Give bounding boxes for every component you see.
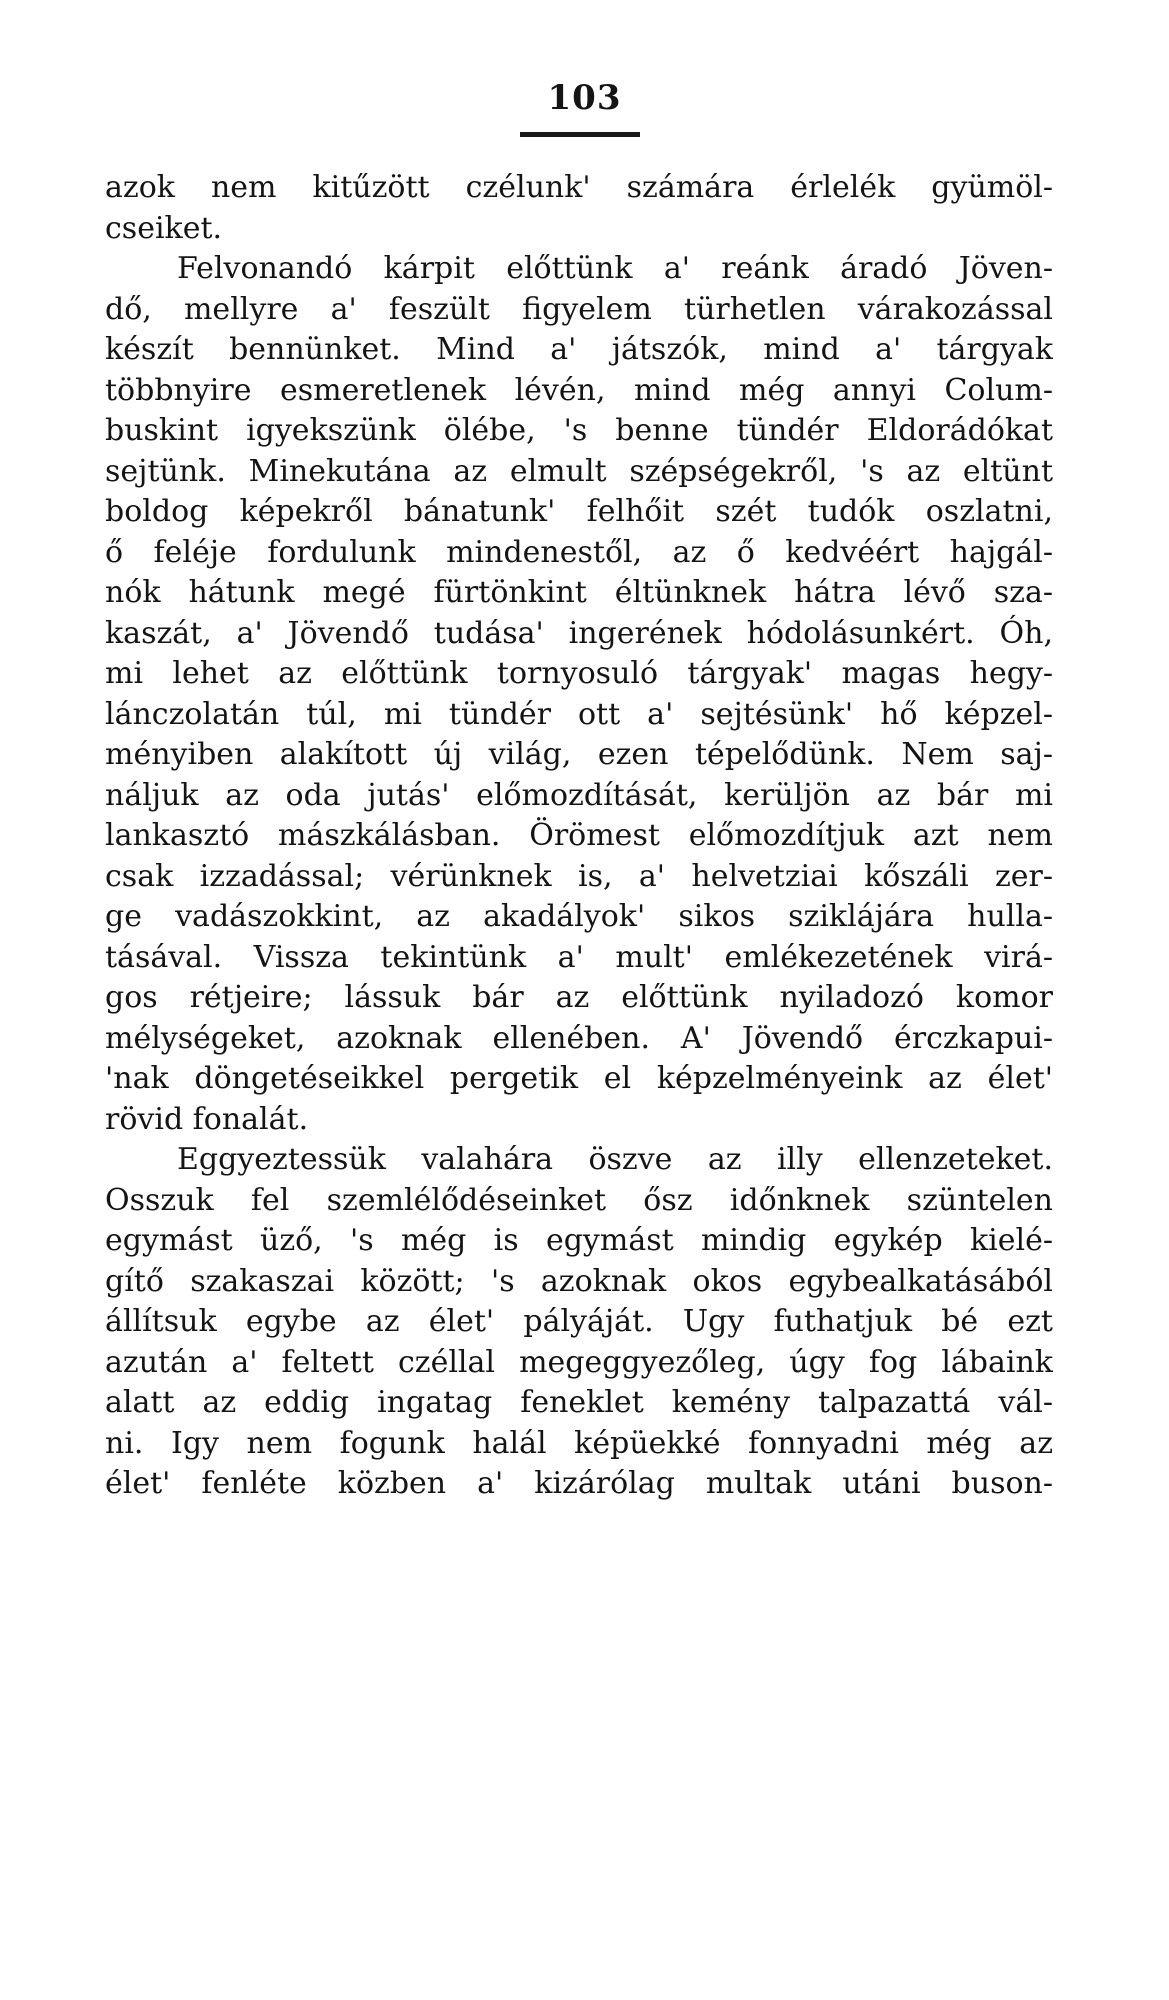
text-line: náljuk az oda jutás' előmozdítását, kerüljön az bár mi: [105, 777, 1053, 813]
text-line: boldog képekről bánatunk' felhőit szét tudók oszlatni,: [105, 494, 1053, 529]
text-line: mélységeket, azoknak ellenében. A' Jövendő érczkapui-: [105, 1020, 1053, 1056]
text-line: 'nak döngetéseikkel pergetik el képzelményeink az élet': [105, 1061, 1053, 1096]
text-line: lankasztó mászkálásban. Örömest előmozdítjuk azt nem: [105, 818, 1053, 853]
text-line: Osszuk fel szemlélődéseinket ősz időnknek szüntelen: [105, 1182, 1053, 1218]
text-line: cseiket.: [105, 210, 223, 246]
text-line: tásával. Vissza tekintünk a' mult' emlékezetének virá-: [105, 939, 1053, 975]
text-line: Felvonandó kárpit előttünk a' reánk áradó Jöven-: [177, 251, 1053, 286]
header-rule: [520, 132, 640, 137]
text-line: mi lehet az előttünk tornyosuló tárgyak' magas hegy-: [105, 656, 1053, 691]
text-line: egymást üző, 's még is egymást mindig egykép kielé-: [105, 1223, 1053, 1258]
text-line: ményiben alakított új világ, ezen tépelődünk. Nem saj-: [105, 737, 1053, 772]
text-line: sejtünk. Minekutána az elmult szépségekről, 's az eltünt: [105, 453, 1053, 489]
text-line: csak izzadással; vérünknek is, a' helvetziai kőszáli zer-: [105, 858, 1053, 894]
text-line: lánczolatán túl, mi tündér ott a' sejtésünk' hő képzel-: [105, 696, 1053, 732]
text-line: élet' fenléte közben a' kizárólag multak utáni buson-: [105, 1466, 1053, 1501]
page-number: 103: [547, 78, 622, 118]
text-line: gítő szakaszai között; 's azoknak okos egybealkatásából: [105, 1263, 1053, 1299]
text-line: ni. Igy nem fogunk halál képüekké fonnyadni még az: [105, 1425, 1053, 1461]
text-line: készít bennünket. Mind a' játszók, mind a' tárgyak: [105, 332, 1053, 367]
text-line: Eggyeztessük valahára öszve az illy ellenzeteket.: [177, 1142, 1053, 1177]
text-line: rövid fonalát.: [105, 1101, 309, 1137]
text-line: kaszát, a' Jövendő tudása' ingerének hódolásunkért. Óh,: [105, 615, 1053, 651]
text-line: dő, mellyre a' feszült figyelem türhetlen várakozással: [105, 291, 1053, 327]
text-line: állítsuk egybe az élet' pályáját. Ugy futhatjuk bé ezt: [105, 1304, 1053, 1339]
text-line: többnyire esmeretlenek lévén, mind még annyi Colum-: [105, 372, 1053, 408]
text-line: gos rétjeire; lássuk bár az előttünk nyiladozó komor: [105, 980, 1053, 1015]
body-text: [105, 168, 1053, 1505]
text-line: ge vadászokkint, az akadályok' sikos sziklájára hulla-: [105, 899, 1053, 934]
text-line: ő feléje fordulunk mindenestől, az ő kedvéért hajgál-: [105, 534, 1053, 570]
text-line: buskint igyekszünk ölébe, 's benne tündér Eldorádókat: [105, 413, 1053, 448]
text-line: azok nem kitűzött czélunk' számára érlelék gyümöl-: [105, 170, 1053, 205]
text-line: nók hátunk megé fürtönkint éltünknek hátra lévő sza-: [105, 575, 1053, 610]
text-line: azután a' feltett czéllal megeggyezőleg, úgy fog lábaink: [105, 1344, 1053, 1380]
text-line: alatt az eddig ingatag feneklet kemény talpazattá vál-: [105, 1385, 1053, 1420]
